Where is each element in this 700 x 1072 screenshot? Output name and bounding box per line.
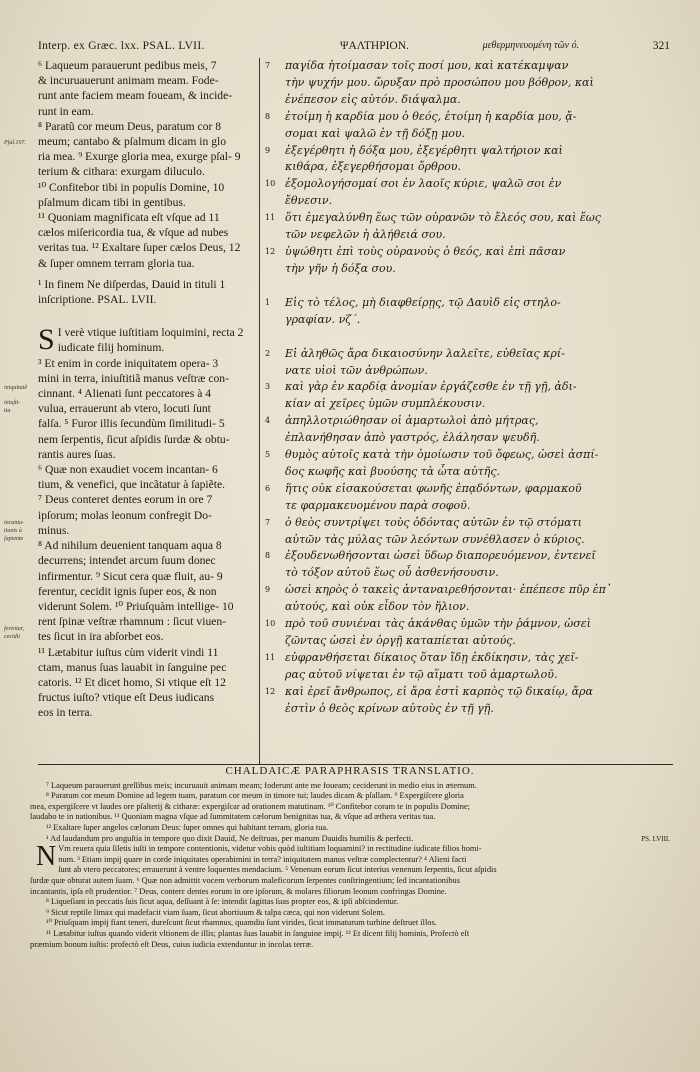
latin-line: ⁸ Paratũ cor meum Deus, paratum cor 8 bbox=[38, 119, 222, 133]
latin-line: ctam, manus ſuas lauabit in ſanguine pec bbox=[38, 660, 227, 674]
latin-line: veritas tua. ¹² Exaltare ſuper cælos Deus, 12 bbox=[38, 241, 241, 255]
chaldaic-line: ⁸ Paratum cor meum Domine ad legem tuam, paratum cor meum in timore tui; laudes dicam & pſallam. ⁹ Expergiſcere gloria bbox=[46, 791, 464, 801]
verse-number: 2 bbox=[265, 348, 271, 358]
chaldaic-line: ſurdæ quæ obturat autem ſuam. ⁶ Quæ non admittit vocem verborum maleficorum ſerpentes conſtringentium; ſed incantationibus bbox=[30, 875, 460, 885]
greek-text: ὅτι ἐμεγαλύνθη ἕως τῶν οὐρανῶν τὸ ἔλεός σου, καὶ ἕως bbox=[285, 211, 601, 225]
greek-text: σομαι καὶ ψαλῶ ἐν τῇ δόξῃ μου. bbox=[285, 126, 466, 140]
latin-column bbox=[38, 58, 250, 721]
latin-line: tium, & venefici, que incãtatur à ſapiẽte. bbox=[38, 478, 226, 492]
margin-note: tia bbox=[4, 408, 11, 414]
greek-text: τῶν νεφελῶν ἡ ἀλήθειά σου. bbox=[285, 228, 446, 242]
latin-title-line: inſcriptione. PSAL. LVII. bbox=[38, 293, 157, 307]
greek-text: ἐνέπεσον εἰς αὐτόν. διάψαλμα. bbox=[285, 92, 461, 106]
column-divider bbox=[259, 58, 260, 764]
greek-text: τὴν ψυχήν μου. ὤρυξαν πρὸ προσώπου μου βόθρον, καὶ bbox=[285, 75, 594, 89]
margin-note: tionis à bbox=[4, 528, 22, 534]
latin-line: minus. bbox=[38, 523, 70, 537]
chaldaic-line: ⁹ Sicut reptile limax qui madefacit viam ſuam, ſicut abortiuum & talpa cæca, qui non viderunt Solem. bbox=[46, 907, 386, 917]
drop-capital: S bbox=[38, 323, 55, 357]
latin-line: & incuruauerunt animam meam. Fode- bbox=[38, 74, 219, 88]
greek-line bbox=[265, 582, 675, 599]
chaldaic-line: num. ³ Etiam impij quare in corde iniquitates operabimini in terra? iniquitatem manus veſtræ complectentur? ⁴ Alieni facti bbox=[58, 854, 467, 864]
greek-line bbox=[265, 481, 675, 498]
latin-line: ⁸ Ad nihilum deuenient tanquam aqua 8 bbox=[38, 539, 222, 553]
verse-number: 7 bbox=[265, 61, 271, 70]
verse-number: 5 bbox=[265, 450, 271, 460]
latin-line: ria mea. ⁹ Exurge gloria mea, exurge pſal- 9 bbox=[38, 150, 241, 164]
chaldaic-line: ¹¹ Lætabitur iuſtus quando viderit vltionem de illis; plantas ſuas lauabit in ſanguine impij. ¹² Et dicent filij hominis, Profectò eſt bbox=[46, 928, 470, 938]
verse-number: 3 bbox=[265, 382, 271, 392]
greek-line bbox=[265, 109, 675, 126]
latin-line: ¹¹ Quoniam magnificata eſt vſque ad 11 bbox=[38, 211, 220, 225]
latin-line: rantis aures ſuas. bbox=[38, 447, 116, 461]
greek-line bbox=[265, 464, 675, 481]
greek-line bbox=[265, 565, 675, 582]
greek-line bbox=[265, 599, 675, 616]
greek-text: Εἰ ἀληθῶς ἄρα δικαιοσύνην λαλεῖτε, εὐθεῖας κρί- bbox=[285, 346, 565, 360]
margin-note: Pſal.107. bbox=[4, 140, 26, 146]
chaldaic-line: incantantis, ipſa eſt prudentior. ⁷ Deus, conterε dentes eorum in ore ipſorum, & molares filiorum leonum confringas Domine. bbox=[30, 886, 447, 896]
greek-line bbox=[265, 126, 675, 143]
chaldaic-line: ¹⁰ Priuſquam impij fiant teneri, dureſcunt ſicut rhamnus, quamdiu ſunt virides, ſicut immaturum turbine deſtruet illos. bbox=[46, 918, 437, 928]
greek-text: ὑψώθητι ἐπὶ τοὺς οὐρανοὺς ὁ θεός, καὶ ἐπὶ πᾶσαν bbox=[285, 244, 566, 258]
greek-text: τὸ τόξον αὐτοῦ ἕως οὗ ἀσθενήσουσιν. bbox=[285, 566, 499, 580]
greek-line bbox=[265, 176, 675, 193]
greek-line bbox=[265, 498, 675, 515]
greek-text: πρὸ τοῦ συνιέναι τὰς ἀκάνθας ὑμῶν τὴν ῥάμνον, ὡσεὶ bbox=[285, 617, 591, 631]
chaldaic-heading: CHALDAICÆ PARAPHRASIS TRANSLATIO. bbox=[225, 765, 475, 777]
latin-line: viderunt Solem. ¹⁰ Priuſquàm intellige- 10 bbox=[38, 599, 234, 613]
latin-line: tes ſicut in ira abſorbet eos. bbox=[38, 630, 164, 644]
verse-number: 9 bbox=[265, 145, 271, 155]
greek-text: καὶ ἐρεῖ ἄνθρωπος, εἰ ἄρα ἐστὶ καρπὸς τῷ δικαίῳ, ἄρα bbox=[285, 684, 593, 698]
greek-text: αὐτῶν τὰς μύλας τῶν λεόντων συνέθλασεν ὁ κύριος. bbox=[285, 532, 585, 546]
latin-line: vulua, errauerunt ab vtero, locuti ſunt bbox=[38, 402, 211, 416]
greek-line bbox=[265, 616, 675, 633]
greek-line bbox=[265, 210, 675, 227]
greek-text: κίαν αἱ χεῖρες ὑμῶν συμπλέκουσιν. bbox=[285, 397, 486, 411]
latin-line: ¹⁰ Confitebor tibi in populis Domine, 10 bbox=[38, 180, 225, 194]
greek-text: Εἰς τὸ τέλος, μὴ διαφθείρῃς, τῷ Δαυὶδ εἰς στηλο- bbox=[285, 295, 561, 309]
greek-line bbox=[265, 430, 675, 447]
margin-note: ferentur, bbox=[4, 626, 24, 632]
greek-text: γραφίαν. νζ΄. bbox=[285, 312, 361, 326]
latin-line: & ſuper omnem terram gloria tua. bbox=[38, 256, 195, 270]
greek-line bbox=[265, 413, 675, 430]
greek-text: τὴν γῆν ἡ δόξα σου. bbox=[285, 261, 396, 275]
greek-line bbox=[265, 92, 675, 109]
margin-note: iniquitatẽ bbox=[4, 385, 27, 391]
greek-line bbox=[265, 548, 675, 565]
greek-line bbox=[265, 379, 675, 396]
latin-line: runt in eam. bbox=[38, 104, 94, 118]
chaldaic-line: ⁷ Laqueum parauerunt greſſibus meis; incuruauit animam meam; foderunt ante me foueam; ceciderunt in medio eius in æternum. bbox=[46, 780, 477, 790]
greek-line bbox=[265, 193, 675, 210]
greek-runhead: μεθερμηνευομένη τῶν ό. bbox=[482, 40, 580, 51]
latin-line: ⁶ Quæ non exaudiet vocem incantan- 6 bbox=[38, 463, 218, 477]
greek-title-line bbox=[265, 312, 675, 329]
chaldaic-line: ¹² Exaltare ſuper angelos cælorum Deus: ſuper omnes qui habitant terram, gloria tua. bbox=[46, 822, 329, 832]
latin-title-line: ¹ In finem Ne diſperdas, Dauid in tituli 1 bbox=[38, 277, 226, 291]
chaldaic-line: ſunt ab vtero peccatores; errauerunt à ventre loquentes mendacium. ⁵ Venenum eorum ſicut interius venenum ſerpentis, ſicut aſpidis bbox=[58, 865, 497, 875]
greek-text: ζῶντας ὡσεὶ ἐν ὀργῇ καταπίεται αὐτούς. bbox=[285, 634, 516, 647]
greek-text: ὁ θεὸς συντρίψει τοὺς ὀδόντας αὐτῶν ἐν τῷ στόματι bbox=[285, 515, 582, 529]
greek-line bbox=[265, 244, 675, 261]
latin-line: I verè vtique iuſtitiam loquimini, recta 2 bbox=[57, 326, 244, 340]
greek-title-line bbox=[265, 295, 675, 312]
greek-text: ἐξεγέρθητι ἡ δόξα μου, ἐξεγέρθητι ψαλτήριον καὶ bbox=[285, 143, 563, 157]
latin-psalm-56-end bbox=[38, 58, 250, 271]
running-header-left: Interp. ex Græc. lxx. PSAL. LVII. bbox=[38, 40, 205, 52]
greek-line bbox=[265, 75, 675, 92]
verse-number: 8 bbox=[265, 111, 271, 121]
verse-number: 11 bbox=[265, 213, 276, 223]
verse-number: 7 bbox=[265, 517, 271, 527]
greek-line bbox=[265, 346, 675, 363]
greek-text: ἐξομολογήσομαί σοι ἐν λαοῖς κύριε, ψαλῶ σοι ἐν bbox=[285, 177, 562, 191]
latin-line: catoris. ¹² Et dicet homo, Si vtique eſt 12 bbox=[38, 675, 226, 689]
greek-line bbox=[265, 701, 675, 718]
greek-text: ἔθνεσιν. bbox=[285, 194, 333, 208]
greek-line bbox=[265, 58, 675, 75]
greek-text: ἐστὶν ὁ θεὸς κρίνων αὐτοὺς ἐν τῇ γῇ. bbox=[285, 701, 494, 715]
verse-number: 11 bbox=[265, 652, 276, 662]
greek-text: ἥτις οὐκ εἰσακούσεται φωνῆς ἐπᾳδόντων, φαρμακοῦ bbox=[285, 481, 582, 495]
margin-note: incanta- bbox=[4, 520, 24, 526]
greek-text: ἑτοίμη ἡ καρδία μου ὁ θεός, ἑτοίμη ἡ καρδία μου, ᾄ- bbox=[285, 109, 577, 123]
greek-text: εὐφρανθήσεται δίκαιος ὅταν ἴδῃ ἐκδίκησιν, τὰς χεῖ- bbox=[285, 650, 579, 664]
latin-line: terium & cithara: exurgam diluculo. bbox=[38, 165, 205, 179]
greek-line bbox=[265, 396, 675, 413]
latin-line: ¹¹ Lætabitur iuſtus cùm viderit vindi 11 bbox=[38, 645, 219, 659]
greek-text: ἐπλανήθησαν ἀπὸ γαστρός, ἐλάλησαν ψευδῆ. bbox=[285, 431, 540, 445]
running-header-right bbox=[340, 40, 670, 52]
latin-line: cælos miſericordia tua, & vſque ad nubes bbox=[38, 226, 229, 240]
greek-text: ἀπηλλοτριώθησαν οἱ ἁμαρτωλοὶ ἀπὸ μήτρας, bbox=[285, 414, 539, 428]
latin-line: mini in terra, iniuſtitiã manus veſtræ con- bbox=[38, 371, 229, 385]
verse-number: 12 bbox=[265, 246, 276, 256]
greek-line bbox=[265, 447, 675, 464]
verse-number: 6 bbox=[265, 483, 271, 493]
verse-number: 4 bbox=[265, 416, 271, 426]
greek-line bbox=[265, 261, 675, 278]
greek-text: θυμὸς αὐτοῖς κατὰ τὴν ὁμοίωσιν τοῦ ὄφεως, ὡσεὶ ἀσπί- bbox=[285, 448, 599, 462]
greek-text: ρας αὐτοῦ νίψεται ἐν τῷ αἵματι τοῦ ἁμαρτωλοῦ. bbox=[285, 667, 558, 681]
verse-number: 1 bbox=[265, 297, 271, 307]
latin-line: rent ſpinæ veſtræ rhamnum : ſicut viuen- bbox=[38, 615, 227, 629]
chaldaic-line: præmium bonum iuſtis: profectò eſt Deus, cuius iudicia extenduntur in incolas terræ. bbox=[30, 939, 314, 949]
chaldaic-line: laudabo te in nationibus. ¹¹ Quoniam magna vſque ad ſummitatem cælorum benignitas tua, & vſque ad æthera veritas tua. bbox=[30, 812, 436, 822]
latin-line: ipſorum; molas leonum confregit Do- bbox=[38, 508, 212, 522]
latin-line: ⁷ Deus conteret dentes eorum in ore 7 bbox=[38, 493, 213, 507]
latin-line: ferentur, cecidit ignis ſuper eos, & non bbox=[38, 584, 217, 598]
verse-number: 9 bbox=[265, 585, 271, 595]
chaldaic-text: ¹ Ad laudandum pro anguſtia in tempore quo dixit Dauid, Ne deſtruas, per manum Dauidis humilis & perfecti. bbox=[46, 833, 414, 843]
chaldaic-line: ⁸ Liqueſiant in peccatis ſuis ſicut aqua, deſſuant à ſe: intendit ſagittas ſuas propter eos, & ipſi abſcindentur. bbox=[46, 897, 399, 907]
latin-line: infirmentur. ⁹ Sicut cera quæ fluit, au- 9 bbox=[38, 569, 223, 583]
greek-text: κιθάρα, ἐξεγερθήσομαι ὄρθρου. bbox=[285, 160, 461, 174]
greek-text: τε φαρμακευομένου παρὰ σοφοῦ. bbox=[285, 498, 471, 512]
latin-line: falſa. ⁵ Furor illis ſecundùm ſimilitudi- 5 bbox=[38, 417, 225, 431]
greek-line bbox=[265, 143, 675, 160]
latin-line: cinnant. ⁴ Alienati ſunt peccatores à 4 bbox=[38, 387, 212, 401]
margin-note: ſapiente bbox=[4, 536, 24, 542]
verse-number: 8 bbox=[265, 551, 271, 561]
greek-text: παγίδα ἡτοίμασαν τοῖς ποσί μου, καὶ κατέκαμψαν bbox=[285, 59, 569, 72]
greek-line bbox=[265, 667, 675, 684]
latin-line: ³ Et enim in corde iniquitatem opera- 3 bbox=[38, 356, 219, 370]
greek-text: καὶ γὰρ ἐν καρδίᾳ ἀνομίαν ἐργάζεσθε ἐν τῇ γῇ, ἀδι- bbox=[285, 380, 577, 394]
greek-line bbox=[265, 515, 675, 532]
psalm-reference: PS. LVIII. bbox=[641, 834, 670, 843]
latin-line: pſalmum dicam tibi in gentibus. bbox=[38, 195, 186, 209]
greek-text: ἐξουδενωθήσονται ὡσεὶ ὕδωρ διαπορευόμενον, ἐντενεῖ bbox=[285, 549, 596, 563]
latin-line: nem ſerpentis, ſicut aſpidis ſurdæ & obtu- bbox=[38, 432, 230, 446]
latin-line: meum; cantabo & pſalmum dicam in glo bbox=[38, 135, 227, 149]
greek-line bbox=[265, 684, 675, 701]
verse-number: 12 bbox=[265, 686, 276, 696]
margin-note: iniuſti- bbox=[4, 400, 21, 406]
greek-column bbox=[265, 58, 675, 718]
latin-line: ⁶ Laqueum parauerunt pedibus meis, 7 bbox=[38, 59, 217, 72]
greek-line bbox=[265, 363, 675, 380]
latin-line: eos in terra. bbox=[38, 706, 93, 720]
verse-number: 10 bbox=[265, 619, 276, 629]
verse-number: 10 bbox=[265, 179, 276, 189]
latin-line: fructus iuſto? vtique eſt Deus iudicans bbox=[38, 691, 215, 705]
chaldaic-line bbox=[30, 834, 670, 845]
greek-text: αὐτούς, καὶ οὐκ εἶδον τὸν ἥλιον. bbox=[285, 600, 470, 614]
latin-psalm-57 bbox=[38, 325, 250, 720]
chaldaic-line: mea, expergiſcere vt laudes ore pſalterij & citharæ: expergiſcar ad orationem matutinam. ¹⁰ Confitebor coram te in populis Domine; bbox=[30, 801, 470, 811]
chaldaic-paraphrase bbox=[30, 766, 670, 950]
chaldaic-line: Vm reuera quia ſiletis iuſti in tempore contentionis, videtur vobis quòd iuſtitiam loquamini? in rectitudine iudicate filios homi- bbox=[58, 844, 482, 854]
latin-line: decurrens; intendet arcum ſuum donec bbox=[38, 554, 216, 568]
margin-note: cecidit bbox=[4, 634, 20, 640]
latin-line: runt ante faciem meam foueam, & incide- bbox=[38, 89, 233, 103]
greek-text: νατε υἱοὶ τῶν ἀνθρώπων. bbox=[285, 363, 428, 377]
greek-text: δος κωφῆς καὶ βυούσης τὰ ὦτα αὐτῆς. bbox=[285, 464, 501, 478]
greek-line bbox=[265, 159, 675, 176]
page-number: 321 bbox=[652, 40, 670, 52]
drop-capital: N bbox=[36, 841, 57, 873]
chaldaic-psalm-body bbox=[30, 841, 670, 897]
greek-line bbox=[265, 532, 675, 549]
greek-line bbox=[265, 227, 675, 244]
greek-line bbox=[265, 650, 675, 667]
greek-text: ὡσεὶ κηρὸς ὁ τακεὶς ἀνταναιρεθήσονται· ἐπέπεσε πῦρ ἐπ᾽ bbox=[285, 583, 612, 597]
latin-line: iudicate filij hominum. bbox=[57, 341, 165, 355]
latin-psalm-title bbox=[38, 277, 250, 307]
greek-line bbox=[265, 633, 675, 650]
greek-title: ΨΑΛΤΗΡΙΟΝ. bbox=[340, 40, 409, 52]
